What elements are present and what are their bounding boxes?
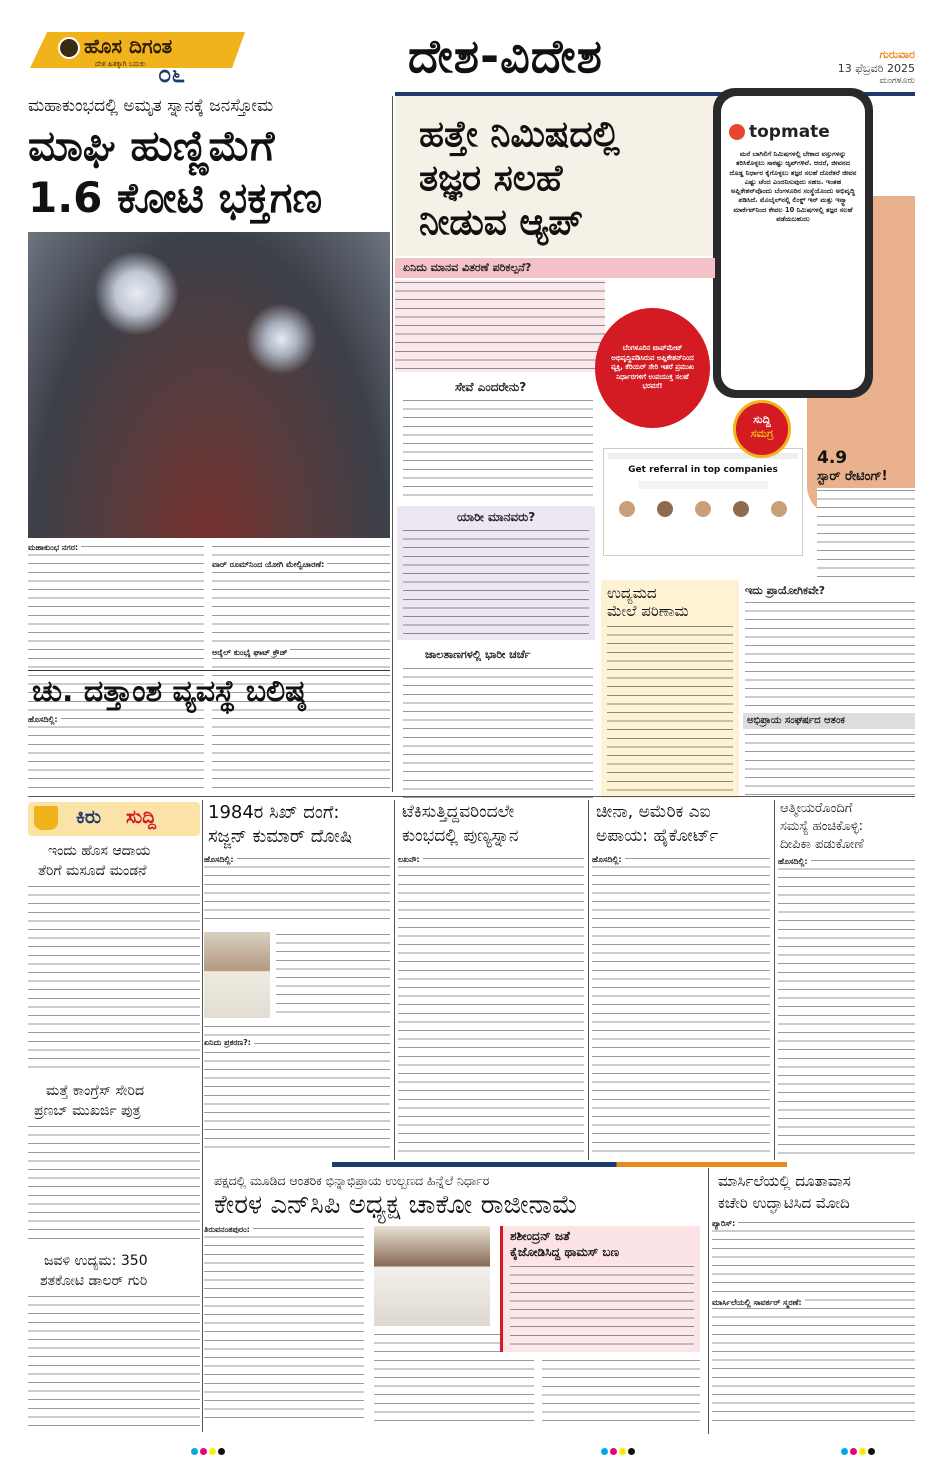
- reg-dot: [218, 1448, 225, 1455]
- avatar: [657, 501, 673, 517]
- badge-line-1: ಸುದ್ದಿ: [753, 413, 771, 426]
- tekki-body: [398, 856, 584, 1154]
- weekday: ಗುರುವಾರ: [879, 48, 915, 61]
- q4-body: [403, 666, 593, 800]
- china-body: [592, 856, 770, 1154]
- registration-marks: [600, 1440, 636, 1459]
- kerala-box-body: [510, 1264, 694, 1350]
- kerala-story: [204, 1168, 704, 1434]
- reg-dot: [209, 1448, 216, 1455]
- rating-value: 4.9: [817, 448, 848, 468]
- column-rule: [202, 800, 203, 1432]
- kumbh-story: [28, 96, 390, 666]
- kumbh-headline-2: 1.6 ಕೋಟಿ ಭಕ್ತಗಣ: [28, 173, 323, 222]
- kiru-h2-2: ಪ್ರಣಬ್ ಮುಖರ್ಜಿ ಪುತ್ರ: [34, 1103, 141, 1119]
- china-headline-2: ಅಪಾಯ: ಹೈಕೋರ್ಟ್: [596, 826, 719, 846]
- deepika-headline-1: ಆತ್ಮೀಯರೊಂದಿಗೆ: [780, 801, 853, 816]
- datta-story: [28, 670, 390, 790]
- kerala-body-3: [542, 1358, 700, 1426]
- kiru-h3-2: ಶತಕೋಟಿ ಡಾಲರ್ ಗುರಿ: [40, 1273, 148, 1289]
- china-dateline: ಹೊಸದಿಲ್ಲಿ:: [592, 855, 625, 865]
- horizontal-rule: [28, 796, 915, 797]
- topmate-screenshot: [603, 448, 803, 556]
- sikh-headline-2: ಸಜ್ಜನ್ ಕುಮಾರ್ ದೋಷಿ: [208, 826, 353, 847]
- datta-body-right: [212, 716, 390, 788]
- kiru-h2-1: ಮತ್ತೆ ಕಾಂಗ್ರೆಸ್ ಸೇರಿದ: [46, 1083, 144, 1099]
- q3-heading: ಯಾರೀ ಮಾನವರು?: [457, 510, 536, 524]
- practical-body: [745, 600, 915, 710]
- deepika-story: [778, 800, 915, 1160]
- kiru-h3-1: ಜವಳಿ ಉದ್ಯಮ: 350: [44, 1253, 148, 1269]
- crowd-photo: [28, 232, 390, 538]
- udyama-heading-2: ಮೇಲೆ ಪರಿಣಾಮ: [607, 602, 689, 620]
- section-title: ದೇಶ-ವಿದೇಶ: [408, 29, 603, 83]
- tekki-story: [398, 800, 584, 1160]
- kumbh-subhead-ghat: ಅರೈಲ್ ಕುಂಭೈ ಘಾಟ್ ಕ್ರೌಡ್: [212, 648, 290, 658]
- phone-screen: [721, 96, 865, 390]
- logo-tagline: ದೇಶ ಹಿತಕ್ಕಾಗಿ ಬದುಕು: [95, 60, 146, 68]
- avatar: [733, 501, 749, 517]
- kumbh-kicker: ಮಹಾಕುಂಭದಲ್ಲಿ ಅಮೃತ ಸ್ನಾನಕ್ಕೆ ಜನಸ್ತೋಮ: [28, 96, 274, 116]
- sajjan-kumar-photo: [204, 932, 270, 1018]
- chako-photo: [374, 1226, 490, 1326]
- worry-heading: ಅಭಿಪ್ರಾಯ ಸಂಘರ್ಷದ ಆತಂಕ: [747, 715, 845, 726]
- column-rule: [392, 96, 393, 792]
- screenshot-search-bar: [638, 481, 768, 489]
- modi-subhead: ಮಾರ್ಸಿಲೆಯಲ್ಲಿ ಸಾವರ್ಕರ್ ಸ್ಮರಣೆ:: [712, 1298, 805, 1308]
- reg-dot: [850, 1448, 857, 1455]
- sikh-dateline: ಹೊಸದಿಲ್ಲಿ:: [204, 855, 237, 865]
- udyama-heading-1: ಉದ್ಯಮದ: [607, 584, 657, 602]
- kumbh-headline-1: ಮಾಘಿ ಹುಣ್ಣಿಮೆಗೆ: [28, 121, 275, 170]
- deepika-headline-2: ಸಮಸ್ಯೆ ಹಂಚಿಕೊಳ್ಳಿ:: [780, 819, 864, 834]
- masthead: [0, 0, 945, 92]
- screenshot-avatars: [608, 501, 798, 517]
- date: 13 ಫೆಬ್ರವರಿ 2025: [837, 62, 915, 75]
- datta-dateline: ಹೊಸದಿಲ್ಲಿ:: [28, 715, 61, 725]
- column-rule: [708, 1168, 709, 1434]
- phone-mockup: [713, 88, 873, 398]
- kerala-kicker: ಪಕ್ಷದಲ್ಲಿ ಮೂಡಿದ ಆಂತರಿಕ ಭಿನ್ನಾಭಿಪ್ರಾಯ ಉಲ್ಬಣದ ಹಿನ್ನೆಲೆ ನಿರ್ಧಾರ: [214, 1173, 490, 1188]
- logo-emblem-icon: [58, 37, 80, 59]
- kerala-body-1: [204, 1226, 364, 1426]
- app-headline-3: ನೀಡುವ ಆ್ಯಪ್: [419, 202, 583, 243]
- section-divider: [204, 1162, 915, 1167]
- tekki-headline-1: ಟೆಕಿಸುತ್ತಿದ್ದವರಿಂದಲೇ: [402, 802, 515, 822]
- datta-top-rule: [28, 670, 390, 671]
- kiru-body-1: [28, 884, 200, 1074]
- worry-body: [745, 732, 915, 798]
- kerala-headline: ಕೇರಳ ಎನ್‌ಸಿಪಿ ಅಧ್ಯಕ್ಷ ಚಾಕೋ ರಾಜೀನಾಮೆ: [214, 1190, 578, 1220]
- datta-headline: ಚು. ದತ್ತಾಂಶ ವ್ಯವಸ್ಥೆ ಬಲಿಷ್ಠ: [32, 674, 306, 709]
- q1-bubble: [595, 308, 710, 428]
- reg-dot: [200, 1448, 207, 1455]
- kumbh-subhead-warroom: ವಾರ್ ರೂಮ್‌ನಿಂದ ಯೋಗಿ ಮೇಲ್ವಿಚಾರಣೆ:: [212, 560, 327, 570]
- registration-marks: [840, 1440, 876, 1459]
- reg-dot: [628, 1448, 635, 1455]
- masthead-date-box: [800, 48, 915, 86]
- rating-label: ಸ್ಟಾರ್ ರೇಟಿಂಗ್!: [817, 469, 888, 484]
- q4-heading: ಜಾಲತಾಣಗಳಲ್ಲಿ ಭಾರೀ ಚರ್ಚೆ: [425, 648, 531, 661]
- modi-body: [712, 1220, 915, 1426]
- registration-marks: [190, 1440, 226, 1459]
- q3-body: [403, 528, 589, 636]
- coffee-cup-icon: [34, 806, 58, 830]
- tekki-headline-2: ಕುಂಭದಲ್ಲಿ ಪುಣ್ಯಸ್ನಾನ: [402, 826, 519, 846]
- sudhi-samagra-badge: [733, 400, 791, 458]
- kerala-box-title-1: ಶಶೀಂದ್ರನ್ ಜತೆ: [510, 1229, 570, 1243]
- topmate-logo: [729, 122, 857, 142]
- rating-body: [817, 488, 915, 584]
- kerala-box-title-2: ಕೈಜೋಡಿಸಿದ್ದ ಥಾಮಸ್ ಬಣ: [510, 1245, 619, 1259]
- modi-story: [712, 1168, 915, 1434]
- deepika-dateline: ಹೊಸದಿಲ್ಲಿ:: [778, 857, 811, 867]
- reg-dot: [859, 1448, 866, 1455]
- kiru-label-2: ಸುದ್ದಿ: [126, 806, 157, 828]
- kumbh-dateline: ಮಹಾಕುಂಭ ನಗರ:: [28, 543, 81, 553]
- badge-line-2: ಸಮಗ್ರ: [750, 427, 774, 440]
- column-rule: [394, 800, 395, 1160]
- deepika-headline-3: ದೀಪಿಕಾ ಪಡುಕೋಣೆ: [780, 837, 864, 852]
- screenshot-heading: Get referral in top companies: [628, 465, 778, 475]
- sikh-story: [204, 800, 390, 1160]
- reg-dot: [191, 1448, 198, 1455]
- kiru-h1-2: ತೆರಿಗೆ ಮಸೂದೆ ಮಂಡನೆ: [38, 863, 147, 879]
- kiru-sudhi-column: [28, 800, 200, 1432]
- reg-dot: [841, 1448, 848, 1455]
- kiru-body-2: [28, 1124, 200, 1244]
- column-rule: [774, 800, 775, 1160]
- sikh-headline-1: 1984ರ ಸಿಖ್ ದಂಗೆ:: [208, 802, 340, 823]
- modi-dateline: ಪ್ಯಾರಿಸ್:: [712, 1219, 738, 1229]
- avatar: [695, 501, 711, 517]
- q2-heading: ಸೇವೆ ಎಂದರೇನು?: [455, 380, 527, 394]
- q2-body: [403, 398, 593, 502]
- udyama-body: [607, 624, 733, 796]
- column-rule: [588, 800, 589, 1160]
- avatar: [619, 501, 635, 517]
- reg-dot: [610, 1448, 617, 1455]
- reg-dot: [619, 1448, 626, 1455]
- reg-dot: [601, 1448, 608, 1455]
- phone-text: ಮನೆ ಬಾಗಿಲಿಗೆ ನಿಮಿಷಗಳಲ್ಲಿ ಬೇಕಾದ ವಸ್ತುಗಳನ್ನು ತರಿಸಿಕೊಳ್ಳಲು ಸಾಕಷ್ಟು ಆ್ಯಪ್‌ಗಳಿವೆ. ಆದರೆ, ಜೀವನದ ದೊಡ್ಡ ನಿರ್ಧಾರ ಕೈಗೊಳ್ಳಲು ತಜ್ಞರ ಸಲಹೆ ದೊರೆತರೆ ಜೀವನ ಎಷ್ಟು ಚೆಂದ ಎಂದನಿಸುವುದು ಸಹಜ. ಇಂತಹ ಅಪ್ಲಿಕೇಶನ್‌ವೊಂದು ಬೆಂಗಳೂರಿನ ಸಂಸ್ಥೆಯೊಂದು ಅಭಿವೃದ್ಧಿ ಪಡಿಸಿದೆ. ಮೊಬೈಲ್‌ನಲ್ಲಿ ಲಿಂಕ್ಡ್‌ ಇನ್ ಮತ್ತು ಇನ್ಸ್ಟಾ ಮಾರ್ಕೆಟ್‌ನಿಂದ ಕೇವಲ 10 ನಿಮಿಷಗಳಲ್ಲಿ ತಜ್ಞರ ಸಲಹೆ ಪಡೆಯಬಹುದು: [729, 150, 857, 223]
- sikh-subhead: ಏನಿದು ಪ್ರಕರಣ?:: [204, 1038, 254, 1048]
- page-number: ೦೬: [158, 60, 185, 88]
- edition-city: ಮಂಗಳೂರು: [879, 76, 915, 86]
- practical-heading: ಇದು ಪ್ರಾಯೋಗಿಕವೇ?: [745, 584, 826, 597]
- avatar: [771, 501, 787, 517]
- tekki-dateline: ಲಖನೌ:: [398, 855, 423, 865]
- kiru-label-1: ಕಿರು: [76, 806, 101, 828]
- logo-text: ಹೊಸ ದಿಗಂತ: [84, 34, 173, 58]
- datta-body-left: [28, 716, 204, 788]
- reg-dot: [868, 1448, 875, 1455]
- china-story: [592, 800, 770, 1160]
- deepika-body: [778, 858, 915, 1154]
- kerala-dateline: ತಿರುವನಂತಪುರಂ:: [204, 1225, 253, 1235]
- app-headline-2: ತಜ್ಞರ ಸಲಹೆ: [419, 158, 563, 199]
- china-headline-1: ಚೀನಾ, ಅಮೆರಿಕ ಎಐ: [596, 802, 711, 822]
- kiru-body-3: [28, 1294, 200, 1430]
- q1-body: [395, 280, 605, 372]
- app-feature: [395, 96, 915, 796]
- app-headline-1: ಹತ್ತೇ ನಿಮಿಷದಲ್ಲಿ: [419, 114, 620, 155]
- topmate-logo-icon: [729, 124, 745, 140]
- bubble-text: ಬೆಂಗಳೂರಿನ ಟಾಪ್‌ಮೇಟ್ ಅಭಿವೃದ್ಧಿಪಡಿಸಿರುವ ಅಪ್ಲಿಕೇಶನ್‌ನಿಂದ ವ್ಯಕ್ತಿ, ಕೆರಿಯರ್ ಸೇರಿ ಇತರೆ ಪ್ರಮುಖ ನಿರ್ಧಾರಗಳಿಗೆ ಉಪಯುಕ್ತ ಸಲಹೆ ಭರವಸೆ!: [610, 344, 695, 391]
- modi-headline-1: ಮಾರ್ಸಿಲೆಯಲ್ಲಿ ದೂತಾವಾಸ: [718, 1172, 851, 1190]
- sikh-body-top: [204, 856, 390, 926]
- topmate-brand: topmate: [749, 122, 830, 142]
- q1-heading: ಏನಿದು ಮಾನವ ವಿತರಣೆ ಪರಿಕಲ್ಪನೆ?: [403, 261, 532, 274]
- kiru-h1-1: ಇಂದು ಹೊಸ ಆದಾಯ: [48, 843, 151, 859]
- sikh-body-side: [276, 932, 390, 1018]
- modi-headline-2: ಕಚೇರಿ ಉದ್ಘಾಟಿಸಿದ ಮೋದಿ: [718, 1194, 850, 1212]
